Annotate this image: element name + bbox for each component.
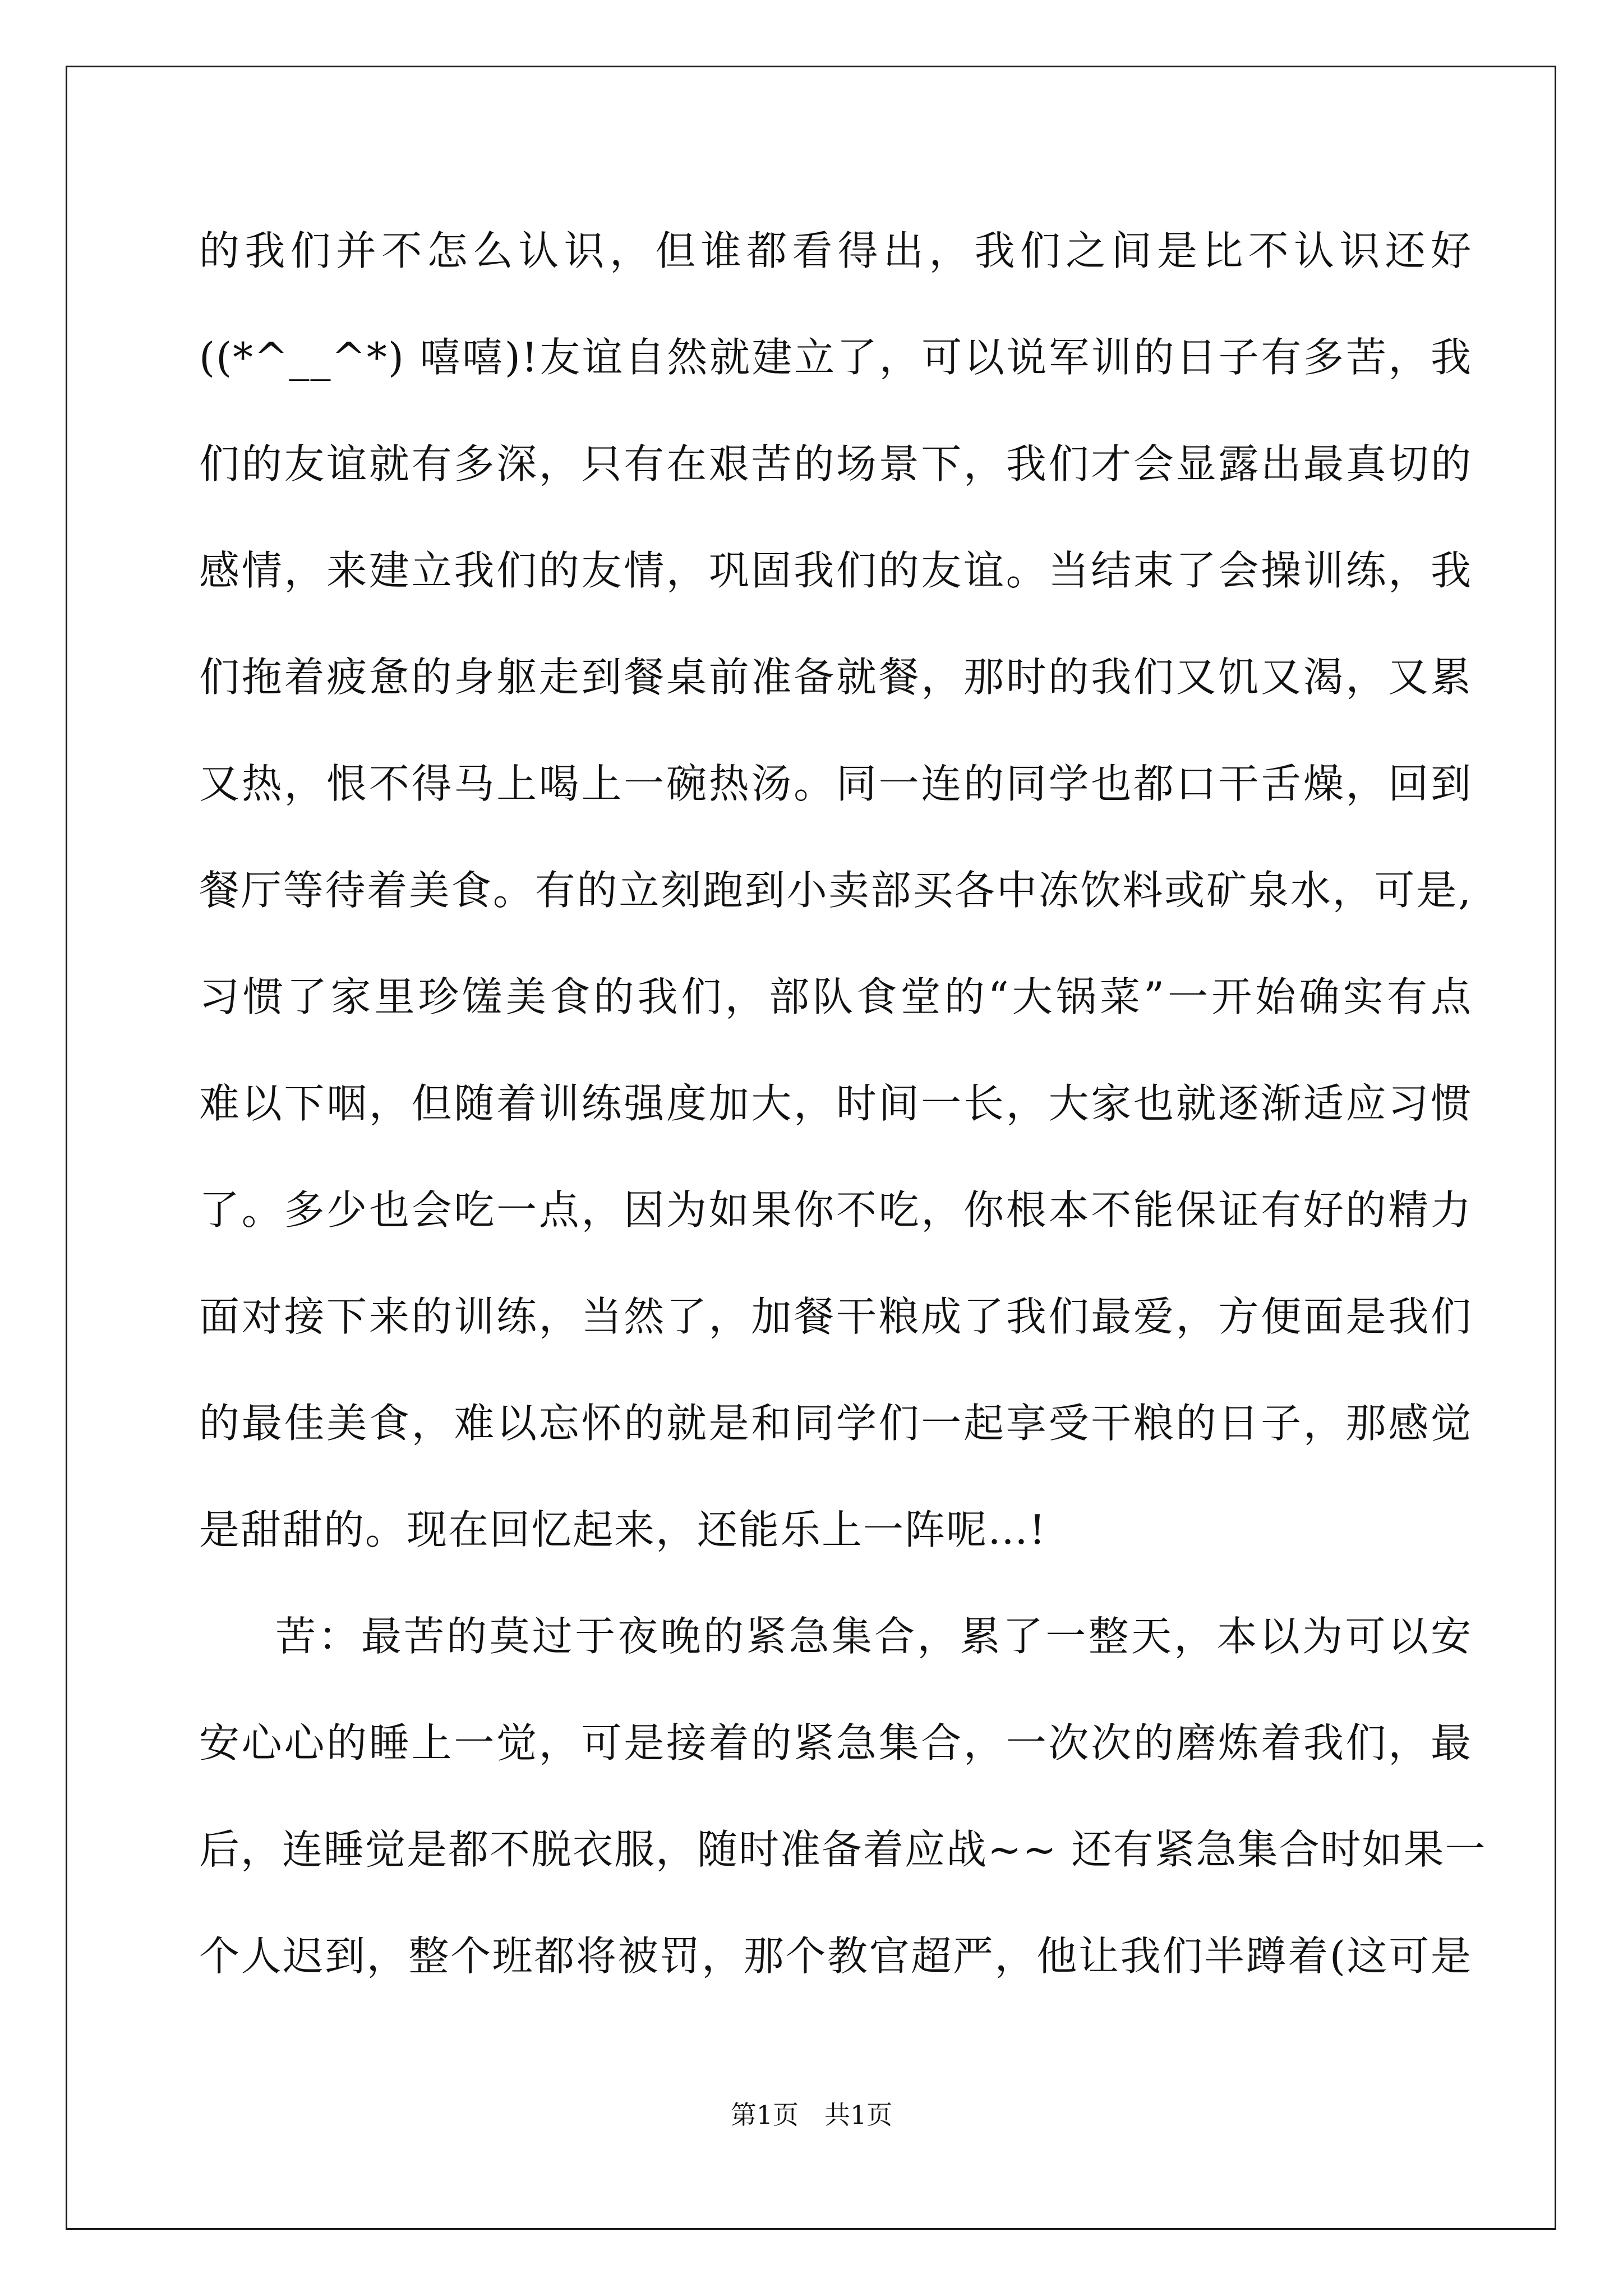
text-line: 个人迟到，整个班都将被罚，那个教官超严，他让我们半蹲着(这可是 xyxy=(199,1932,1472,1980)
text-line: ((*^__^*) 嘻嘻)!友谊自然就建立了，可以说军训的日子有多苦，我 xyxy=(199,334,1472,381)
page-number: 第1页 共1页 xyxy=(730,2100,893,2130)
text-line: 后，连睡觉是都不脱衣服，随时准备着应战~~ 还有紧急集合时如果一 xyxy=(199,1826,1487,1873)
text-line: 的最佳美食，难以忘怀的就是和同学们一起享受干粮的日子，那感觉 xyxy=(199,1400,1472,1447)
text-line: 们拖着疲惫的身躯走到餐桌前准备就餐，那时的我们又饥又渴，又累 xyxy=(199,654,1472,701)
text-line: 安心心的睡上一觉，可是接着的紧急集合，一次次的磨炼着我们，最 xyxy=(199,1719,1472,1766)
body-text xyxy=(199,220,1487,2032)
text-line-paragraph-end: 是甜甜的。现在回忆起来，还能乐上一阵呢…! xyxy=(199,1506,1046,1553)
text-line: 感情，来建立我们的友情，巩固我们的友谊。当结束了会操训练，我 xyxy=(199,547,1472,594)
text-line: 们的友谊就有多深，只有在艰苦的场景下，我们才会显露出最真切的 xyxy=(199,440,1472,487)
text-line-paragraph-start: 苦：最苦的莫过于夜晚的紧急集合，累了一整天，本以为可以安 xyxy=(275,1613,1472,1660)
text-line: 难以下咽，但随着训练强度加大，时间一长，大家也就逐渐适应习惯 xyxy=(199,1080,1472,1127)
text-line: 餐厅等待着美食。有的立刻跑到小卖部买各中冻饮料或矿泉水，可是, xyxy=(199,867,1472,914)
text-line: 了。多少也会吃一点，因为如果你不吃，你根本不能保证有好的精力 xyxy=(199,1186,1472,1234)
text-line: 习惯了家里珍馐美食的我们，部队食堂的“大锅菜”一开始确实有点 xyxy=(199,973,1472,1020)
text-line: 又热，恨不得马上喝上一碗热汤。同一连的同学也都口干舌燥，回到 xyxy=(199,760,1472,807)
text-line: 的我们并不怎么认识，但谁都看得出，我们之间是比不认识还好 xyxy=(199,227,1472,274)
text-line: 面对接下来的训练，当然了，加餐干粮成了我们最爱，方便面是我们 xyxy=(199,1293,1472,1340)
